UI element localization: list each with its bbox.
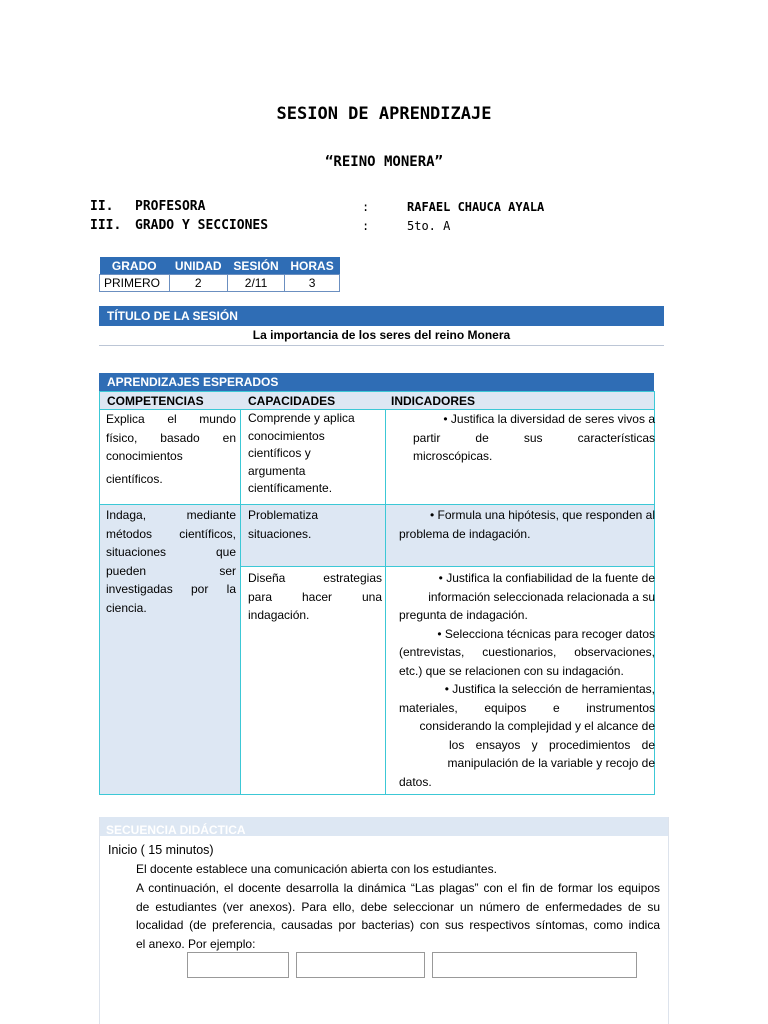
- cap-text-1: [248, 410, 384, 498]
- ind3-line: • Justifica la confiabilidad de la fuente de: [438, 571, 655, 585]
- cap1-line: argumenta: [248, 463, 306, 478]
- grade-table-row: [100, 275, 340, 292]
- learning-table: [99, 373, 655, 793]
- col-indicadores: INDICADORES: [391, 394, 476, 408]
- cap-text-3: [248, 569, 382, 625]
- cap-text-2: [248, 506, 384, 543]
- bullet2-line: de estudiantes (ver anexos). Para ello, debe seleccionar un número de enfermedades de su: [136, 899, 660, 914]
- grade-header-grado: GRADO: [100, 257, 170, 275]
- session-title-header: TÍTULO DE LA SESIÓN: [99, 306, 664, 326]
- example-box-3: [432, 952, 637, 978]
- info-sep-1: :: [362, 200, 370, 214]
- comp2-line: métodos científicos,: [106, 526, 236, 541]
- cap3-line: indagación.: [248, 608, 310, 622]
- comp2-line: investigadas por la: [106, 582, 236, 596]
- sequence-start: Inicio ( 15 minutos): [108, 843, 214, 857]
- sequence-bullet-2: [136, 879, 660, 953]
- ind3-line: (entrevistas, cuestionarios, observaciones,: [399, 645, 655, 659]
- cap3-line: para hacer una: [248, 589, 382, 604]
- cap1-line: científicos y: [248, 446, 311, 460]
- info-sep-2: :: [362, 219, 370, 233]
- document-subtitle: “REINO MONERA”: [324, 154, 443, 170]
- ind2-line: • Formula una hipótesis, que responden al: [429, 508, 655, 522]
- comp1-line: científicos.: [106, 471, 163, 486]
- comp2-line: Indaga, mediante: [106, 508, 236, 522]
- ind1-line: microscópicas.: [413, 449, 493, 463]
- ind3-line: datos.: [399, 774, 432, 789]
- info-value-grado: 5to. A: [407, 219, 451, 233]
- ind1-line: • Justifica la diversidad de seres vivos a: [443, 412, 655, 426]
- ind3-line: manipulación de la variable y recojo de: [447, 756, 655, 770]
- cap1-line: Comprende y aplica: [248, 411, 355, 425]
- sequence-header: SECUENCIA DIDÁCTICA: [106, 823, 246, 837]
- cap1-line: conocimientos: [248, 428, 325, 443]
- sequence-box: [99, 817, 669, 1024]
- ind3-line: materiales, equipos e instrumentos: [399, 700, 655, 715]
- ind3-line: pregunta de indagación.: [399, 608, 528, 622]
- comp-text-2: [106, 506, 236, 617]
- comp2-line: ciencia.: [106, 600, 147, 615]
- ind-text-3: [399, 569, 655, 791]
- grade-header-horas: HORAS: [285, 257, 340, 275]
- ind3-line: información seleccionada relacionada a su: [428, 589, 655, 604]
- comp1-line: conocimientos: [106, 449, 183, 463]
- ind-text-2: [399, 506, 655, 543]
- learning-header: APRENDIZAJES ESPERADOS: [99, 373, 654, 391]
- bullet2-line: el anexo. Por ejemplo:: [136, 936, 256, 951]
- grade-cell-sesion: 2/11: [228, 275, 285, 292]
- bullet2-line: A continuación, el docente desarrolla la dinámica “Las plagas” con el fin de formar los equipos: [136, 881, 660, 895]
- example-box-1: [187, 952, 289, 978]
- grade-header-unidad: UNIDAD: [169, 257, 227, 275]
- info-label-profesora: PROFESORA: [135, 199, 206, 214]
- bullet2-line: localidad (de preferencia, causadas por bacterias) con sus respectivos síntomas, como indica: [136, 918, 660, 932]
- grade-cell-horas: 3: [285, 275, 340, 292]
- comp1-line: Explica el mundo: [106, 412, 236, 426]
- cap1-line: científicamente.: [248, 481, 333, 495]
- info-label-grado: GRADO Y SECCIONES: [135, 218, 269, 233]
- comp-text-1: [106, 410, 236, 488]
- grade-table: [99, 257, 340, 292]
- col-capacidades: CAPACIDADES: [248, 394, 336, 408]
- comp1-line: físico, basado en: [106, 430, 236, 445]
- comp2-line: situaciones que: [106, 545, 236, 559]
- sequence-bullet-1: El docente establece una comunicación abierta con los estudiantes.: [136, 862, 497, 876]
- col-competencias: COMPETENCIAS: [107, 394, 204, 408]
- document-title: SESION DE APRENDIZAJE: [276, 104, 492, 124]
- grade-header-sesion: SESIÓN: [228, 257, 285, 275]
- grade-cell-grado: PRIMERO: [100, 275, 170, 292]
- info-num-1: II.: [90, 199, 114, 214]
- ind2-line: problema de indagación.: [399, 526, 531, 541]
- ind1-line: partir de sus características: [413, 430, 655, 445]
- grade-table-header: [100, 257, 340, 275]
- ind3-line: considerando la complejidad y el alcance de: [419, 719, 655, 733]
- cap2-line: situaciones.: [248, 526, 312, 541]
- cap3-line: Diseña estrategias: [248, 571, 382, 585]
- comp2-line: pueden ser: [106, 563, 236, 578]
- ind-text-1: [413, 410, 655, 466]
- example-box-2: [296, 952, 425, 978]
- ind3-line: etc.) que se relacionen con su indagación.: [399, 663, 624, 678]
- cap2-line: Problematiza: [248, 508, 319, 522]
- ind3-line: los ensayos y procedimientos de: [449, 737, 655, 752]
- session-title-value: La importancia de los seres del reino Monera: [99, 327, 664, 346]
- grade-cell-unidad: 2: [169, 275, 227, 292]
- info-value-profesora: RAFAEL CHAUCA AYALA: [407, 200, 545, 214]
- ind3-line: • Selecciona técnicas para recoger datos: [437, 626, 655, 641]
- info-num-2: III.: [90, 218, 122, 233]
- ind3-line: • Justifica la selección de herramientas,: [444, 682, 655, 696]
